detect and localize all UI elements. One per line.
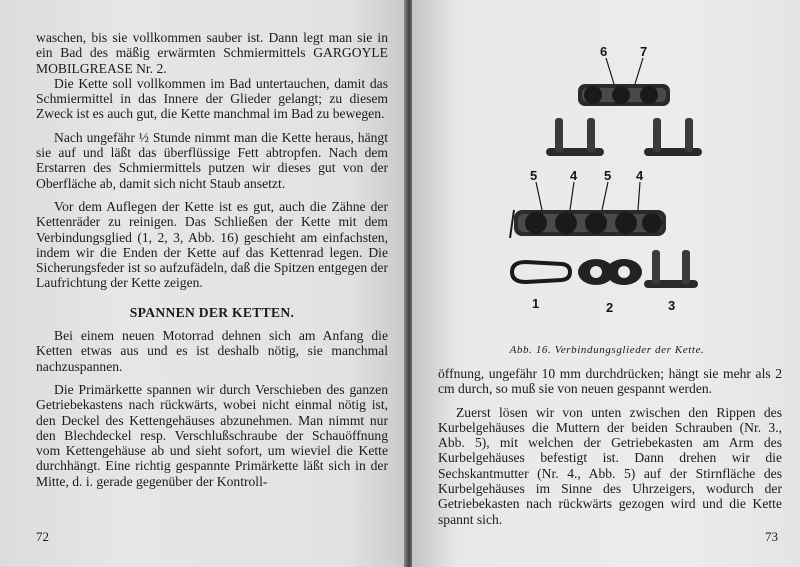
right-page [412, 0, 800, 567]
figure-caption: Abb. 16. Verbindungsglieder der Kette. [509, 344, 705, 356]
label-4-right: 4 [636, 168, 644, 183]
link-plate-right [644, 118, 702, 156]
label-1: 1 [532, 296, 540, 311]
left-page-text [36, 30, 388, 489]
chain-strip-middle [510, 168, 666, 238]
label-5-right: 5 [604, 168, 612, 183]
label-4-left: 4 [570, 168, 578, 183]
label-6: 6 [600, 44, 608, 59]
link-plate-left [546, 118, 604, 156]
label-3: 3 [668, 298, 676, 313]
chain-piece-top [578, 44, 670, 106]
paragraph-new-motorcycle: Bei einem neuen Motorrad dehnen sich am Anfang die Ketten etwas aus und es ist deshalb nötig, sie manchmal nachzuspannen. [36, 328, 388, 374]
right-page-text [438, 366, 782, 527]
label-7: 7 [640, 44, 648, 59]
paragraph-connecting-link: Vor dem Auflegen der Kette ist es gut, auch die Zähne der Kettenräder zu reinigen. Das Schließen der Kette mit dem Verbindungsglied (1, 2, 3, Abb. 16) geschieht am einfachsten, indem wir die Enden der Kette auf das Kettenrad legen. Die Sicherungsfeder ist so aufzufädeln, daß die Spitzen entgegen der Laufrichtung der Kette zeigen. [36, 198, 388, 291]
paragraph-bath: Die Kette soll vollkommen im Bad untertauchen, damit das Schmiermittel in das Innere der Glieder gelangt; zu diesem Zweck ist es auch gut, die Kette manchmal im Bad zu bewegen. [36, 75, 388, 122]
paragraph-primary-chain: Die Primärkette spannen wir durch Verschieben des ganzen Getriebekastens nach rückwärts, wobei nicht einmal nötig ist, den Deckel des Kettengehäuses abzunehmen. Man nimmt nur den Blechdeckel resp. Verschlußschraube der Schauöffnung vom Kettengehäuse ab und sieht sofort, um wieviel die Kette durchhängt. Eine richtig gespannte Primärkette läßt sich in der Mitte, d. i. gerade gegenüber der Kontroll- [36, 381, 388, 489]
label-5-left: 5 [530, 168, 538, 183]
page-number-left: 72 [36, 529, 49, 544]
chain-links-illustration [492, 40, 732, 320]
paragraph-drip: Nach ungefähr ½ Stunde nimmt man die Kette heraus, hängt sie auf und läßt das überflüssige Fett abtropfen. Nach dem Erstarren des Schmiermittels putzen wir dieses gut von der Oberfläche ab, damit sich nicht Staub ansetzt. [36, 129, 388, 191]
paragraph-tensioning: Zuerst lösen wir von unten zwischen den Rippen des Kurbelgehäuses die Muttern der beiden Schrauben (Nr. 3., Abb. 5), mit welchen der Getriebekasten am Arm des Kurbelgehäuses befestigt ist. Dann drehen wir die Sechskantmutter (Nr. 4., Abb. 5) auf der Stirnfläche des Kurbelgehäuses im Sinne des Uhrzeigers, wodurch der Getriebekasten nach rückwärts gezogen wird und die Kette spannt sich. [438, 404, 782, 527]
section-heading: SPANNEN DER KETTEN. [129, 304, 295, 320]
paragraph-continuation: öffnung, ungefähr 10 mm durchdrücken; hängt sie mehr als 2 cm durch, so muß sie von neuen gespannt werden. [438, 366, 782, 397]
page-number-right: 73 [765, 529, 778, 544]
label-2: 2 [606, 300, 614, 315]
pin-link [644, 250, 698, 313]
chain-links-figure [492, 40, 732, 320]
spring-clip [512, 262, 570, 311]
outer-plate [578, 259, 642, 315]
intro-paragraph: waschen, bis sie vollkommen sauber ist. Dann legt man sie in ein Bad des mäßig erwärmten Schmiermittels GARGOYLE MOBILGREASE Nr. 2. [36, 30, 388, 76]
